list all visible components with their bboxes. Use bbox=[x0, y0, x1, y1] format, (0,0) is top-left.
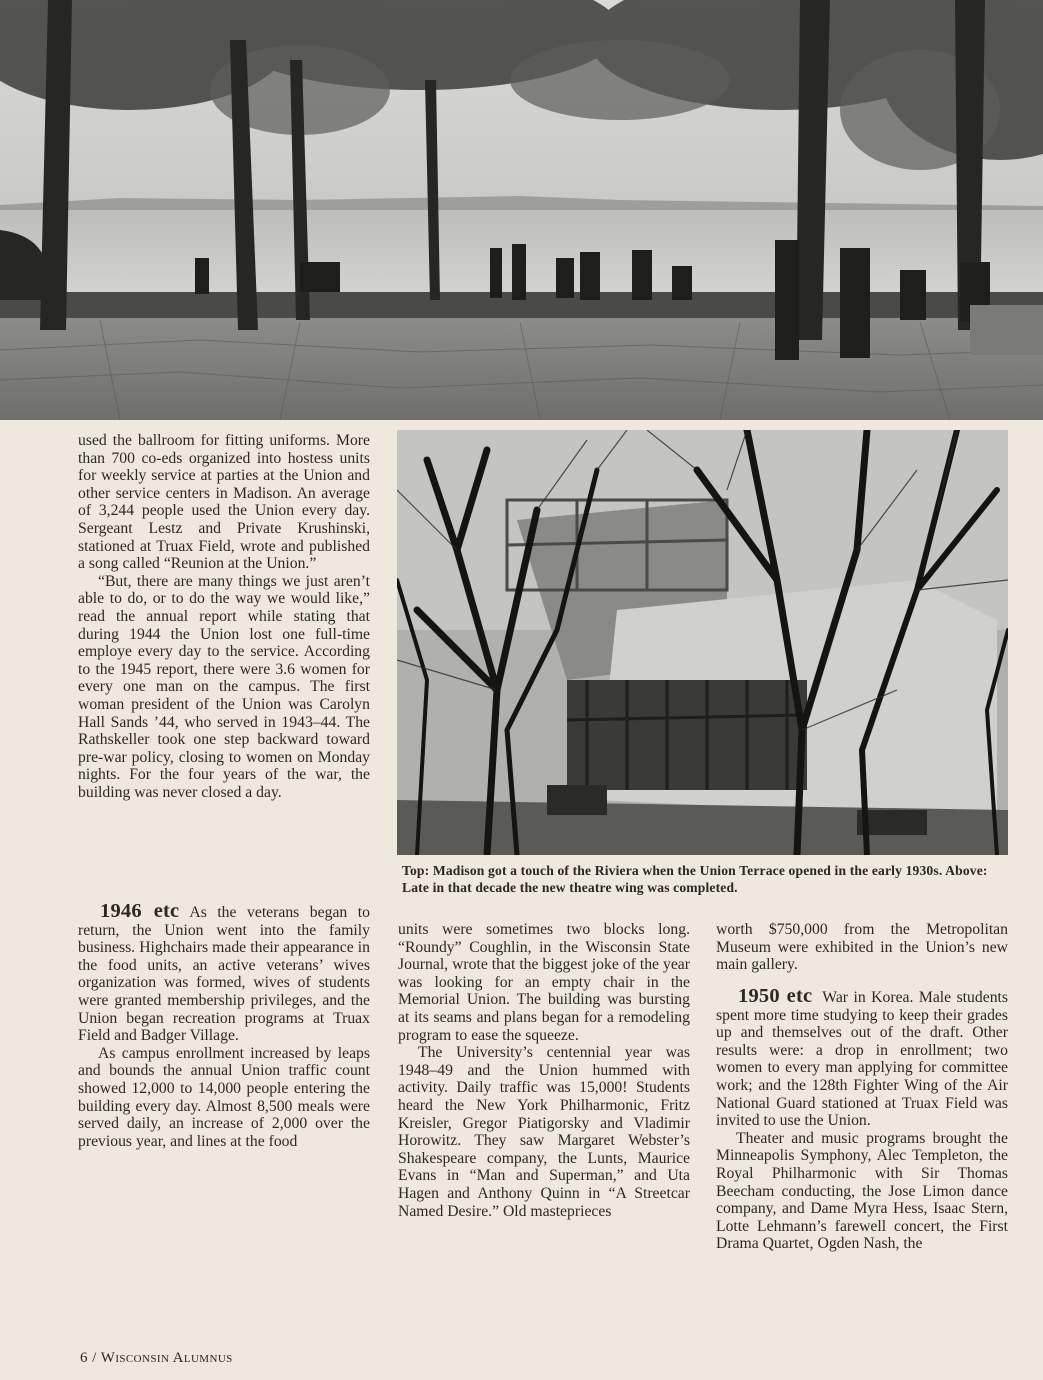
paragraph: As campus enrollment increased by leaps and bounds the annual Union traffic count showed 12,000 to 14,000 people entering the building every day. Almost 8,500 meals were served daily, an increase of 2,000 over the previous year, and lines at the food bbox=[78, 1044, 370, 1150]
paragraph: “But, there are many things we just aren’t able to do, or to do the way we would like,” read the annual report while stating that during 1944 the Union lost one full-time employe every day to the service. According to the 1945 report, there were 3.6 women for every one man on the campus. The first woman president of the Union was Carolyn Hall Sands ’44, who served in 1943–44. The Rathskeller took one step backward toward pre-war policy, closing to women on Monday nights. For the four years of the war, the building was never closed a day. bbox=[78, 572, 370, 801]
paragraph: The University’s centennial year was 1948–49 and the Union hummed with activity. Daily traffic was 15,000! Students heard the New York Philharmonic, Fritz Kreisler, Gregor Piatigorsky and Vladimir Horowitz. They saw Margaret Webster’s Shakespeare company, the Lunts, Maurice Evans in “Man and Superman,” and Uta Hagen and Anthony Quinn in “A Streetcar Named Desire.” Old masteprieces bbox=[398, 1044, 690, 1220]
page-number: 6 bbox=[80, 1350, 88, 1366]
folio-separator: / bbox=[92, 1350, 97, 1366]
column-2 bbox=[398, 921, 690, 1220]
paragraph: used the ballroom for fitting uniforms. More than 700 co-eds organized into hostess units for weekly service at parties at the Union and other service centers in Madison. An average of 3,244 people used the Union every day. Sergeant Lestz and Private Krushinski, stationed at Truax Field, wrote and published a song called “Reunion at the Union.” bbox=[78, 432, 370, 573]
paragraph bbox=[78, 900, 370, 1045]
photo-caption: Top: Madison got a touch of the Riviera when the Union Terrace opened in the early 1930s. Above: Late in that decade the new theatre wing was completed. bbox=[402, 863, 988, 895]
terrace-photo-illustration bbox=[0, 0, 1043, 420]
paragraph-text: As the veterans began to return, the Union went into the family business. Highchairs made their appearance in the food units, an active veterans’ wives organization was formed, wives of students were granted membership privileges, and the Union began recreation programs at Truax Field and Badger Village. bbox=[78, 904, 370, 1045]
paragraph: worth $750,000 from the Metropolitan Museum were exhibited in the Union’s new main gallery. bbox=[716, 921, 1008, 974]
column-3-upper bbox=[716, 921, 1008, 974]
paragraph bbox=[716, 985, 1008, 1130]
top-photo bbox=[0, 0, 1043, 420]
bottom-photo bbox=[397, 430, 1008, 855]
section-heading-1950: 1950 etc bbox=[738, 985, 813, 1007]
magazine-name: Wisconsin Alumnus bbox=[100, 1350, 233, 1366]
column-3-lower bbox=[716, 985, 1008, 1253]
paragraph: units were sometimes two blocks long. “Roundy” Coughlin, in the Wisconsin State Journal, wrote that the biggest joke of the year was looking for an empty chair in the Memorial Union. The building was bursting at its seams and plans began for a remodeling program to ease the squeeze. bbox=[398, 921, 690, 1044]
column-1-upper bbox=[78, 432, 370, 801]
paragraph-text: War in Korea. Male students spent more time studying to keep their grades up and themselves out of the draft. Other results were: a drop in enrollment; two women to every man applying for committee work; and the 128th Fighter Wing of the Air National Guard stationed at Truax Field was invited to use the Union. bbox=[716, 989, 1008, 1130]
construction-photo-illustration bbox=[397, 430, 1008, 855]
page-folio bbox=[80, 1350, 233, 1367]
section-heading-1946: 1946 etc bbox=[100, 900, 180, 922]
paragraph: Theater and music programs brought the Minneapolis Symphony, Alec Templeton, the Royal Philharmonic with Sir Thomas Beecham conducting, the Jose Limon dance company, and Dame Myra Hess, Isaac Stern, Lotte Lehmann’s farewell concert, the First Drama Quartet, Ogden Nash, the bbox=[716, 1129, 1008, 1253]
column-1-lower bbox=[78, 900, 370, 1150]
